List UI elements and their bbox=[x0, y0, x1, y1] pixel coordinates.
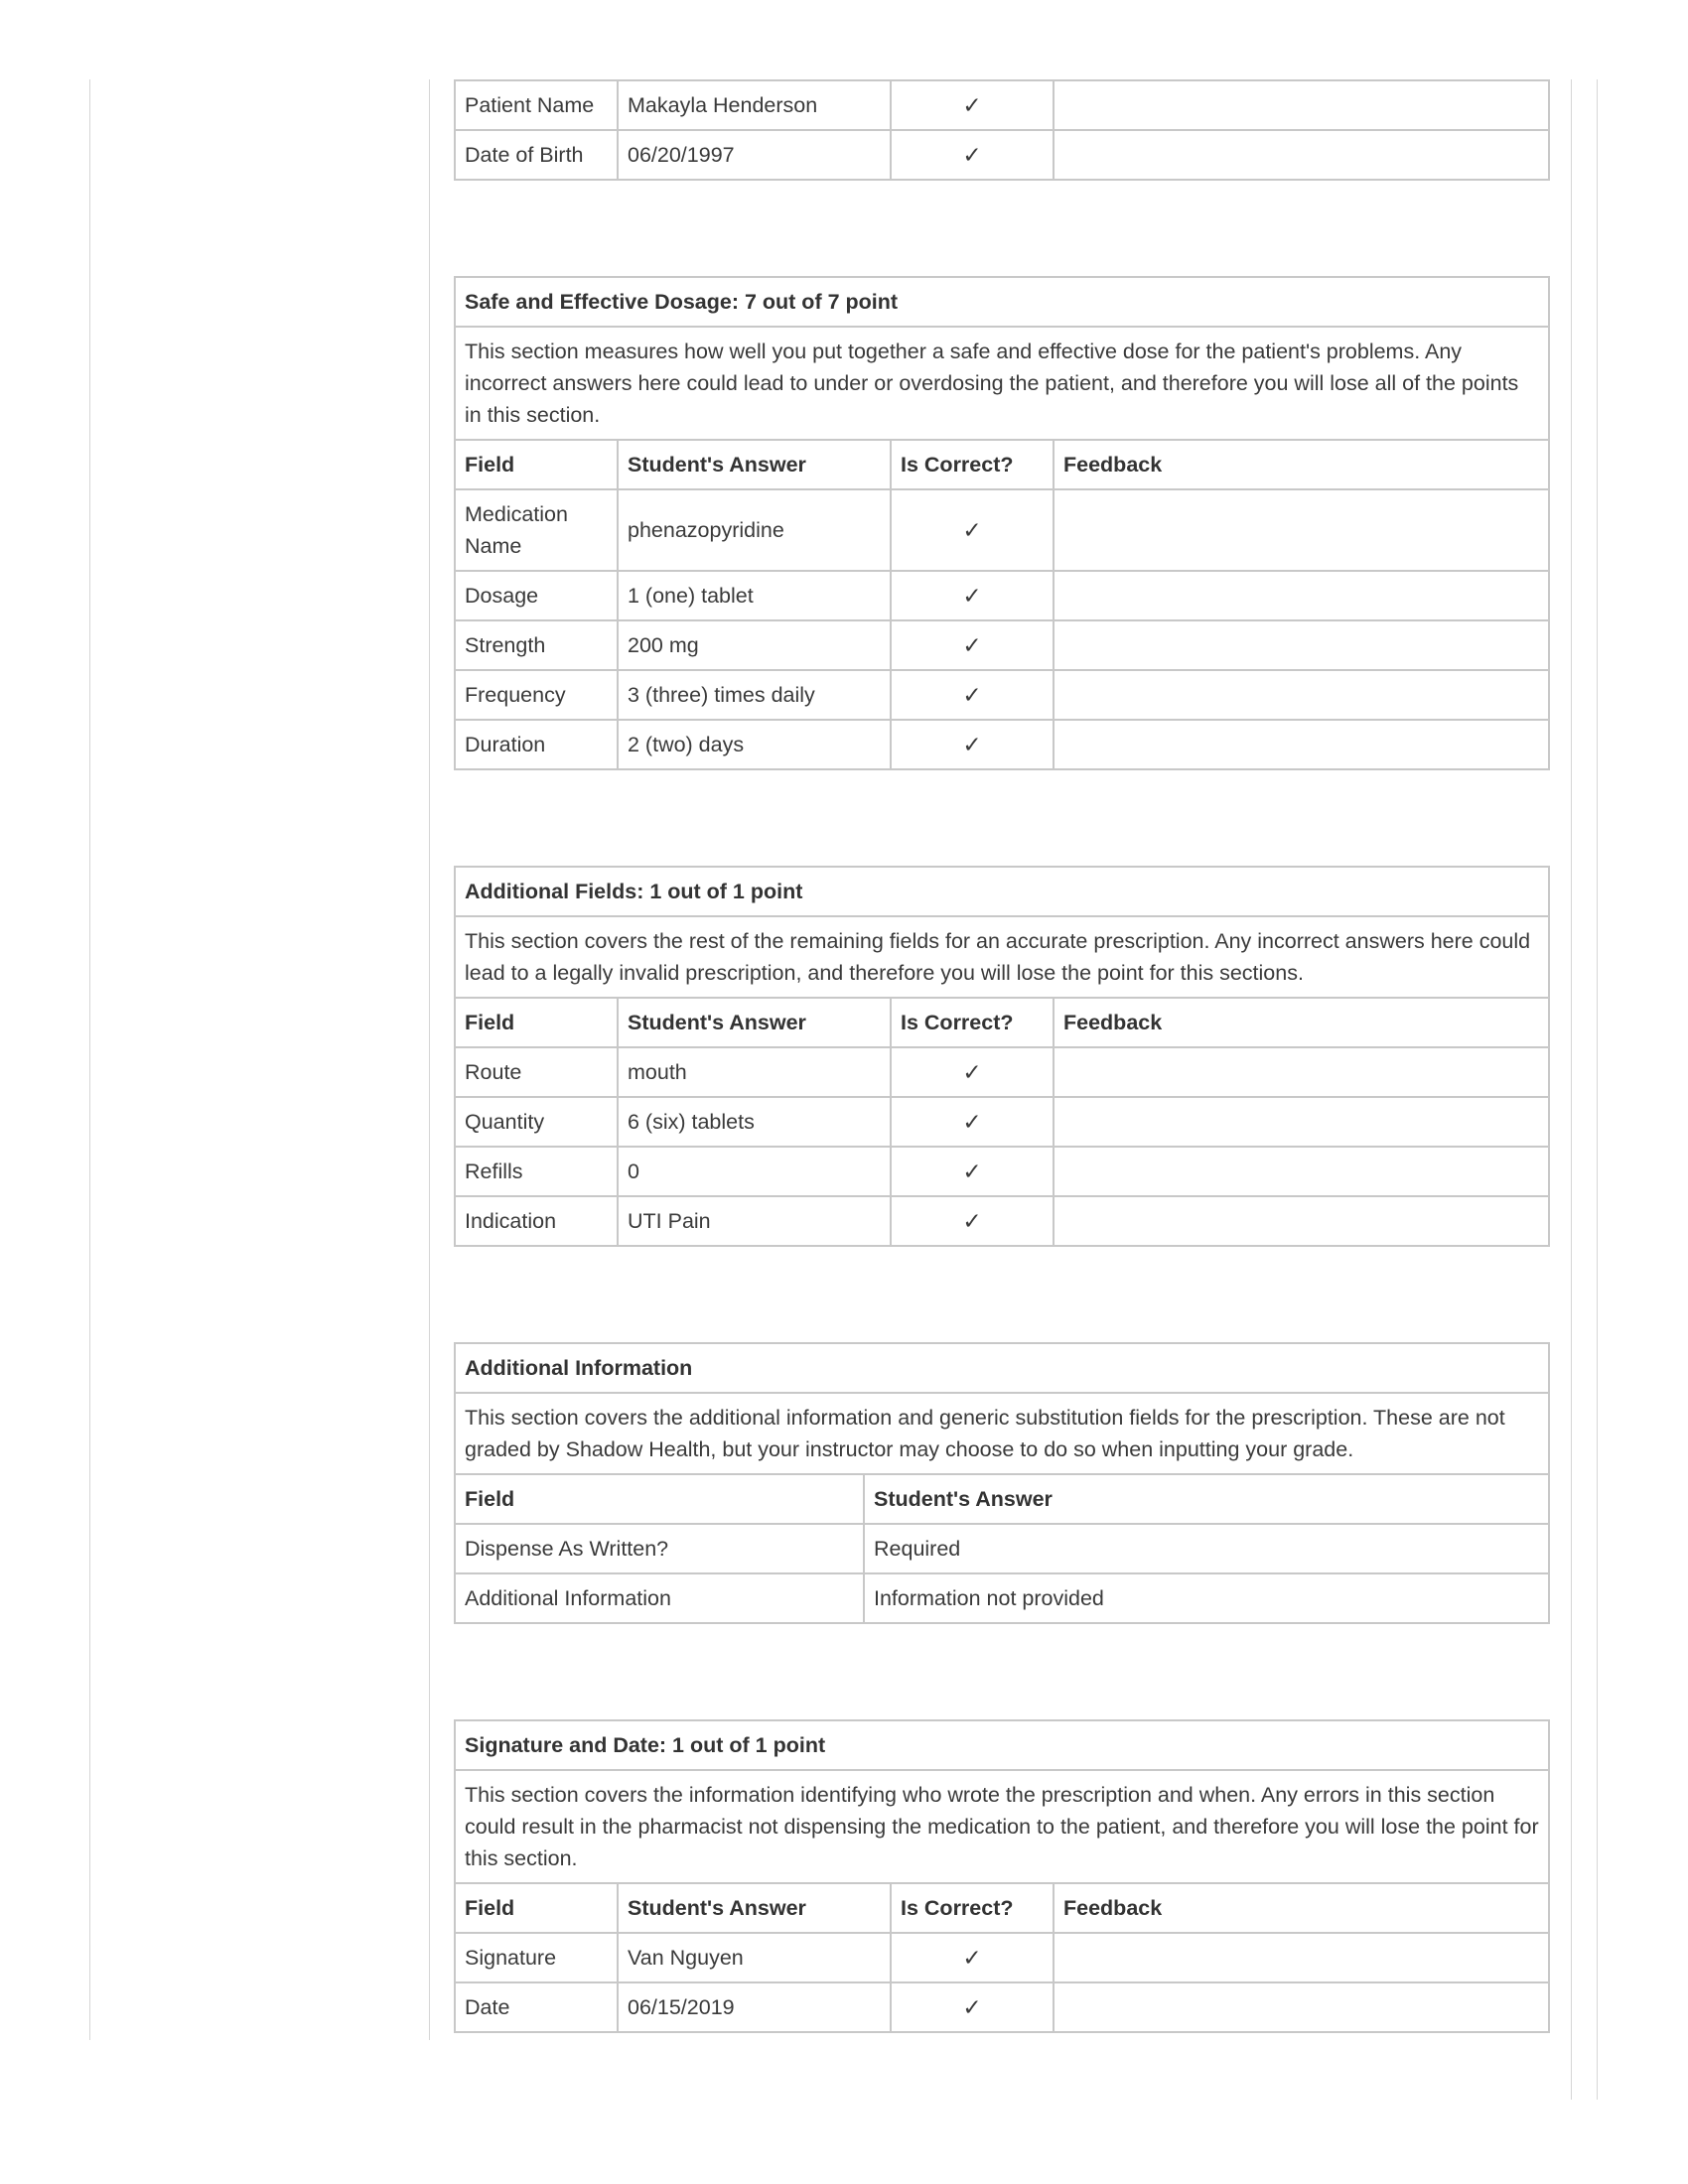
answer-cell: 200 mg bbox=[618, 620, 891, 670]
dosage-section-table bbox=[454, 276, 1550, 770]
answer-cell: Makayla Henderson bbox=[618, 80, 891, 130]
section-description: This section covers the information identifying who wrote the prescription and when. Any errors in this section could result in the pharmacist not dispensing the medication to the patient, and therefore you will lose the point for this section. bbox=[455, 1770, 1549, 1883]
table-row bbox=[455, 1196, 1549, 1246]
feedback-cell bbox=[1054, 720, 1549, 769]
field-cell: Signature bbox=[455, 1933, 618, 1982]
table-row bbox=[455, 1933, 1549, 1982]
answer-cell: Information not provided bbox=[864, 1573, 1549, 1623]
field-cell: Frequency bbox=[455, 670, 618, 720]
table-row bbox=[455, 670, 1549, 720]
grade-report bbox=[454, 79, 1548, 2033]
section-description: This section covers the rest of the remaining fields for an accurate prescription. Any incorrect answers here could lead to a legally invalid prescription, and therefore you will lose the point for this sections. bbox=[455, 916, 1549, 998]
checkmark-icon: ✓ bbox=[891, 1982, 1054, 2032]
header-answer: Student's Answer bbox=[864, 1474, 1549, 1524]
section-title: Signature and Date: 1 out of 1 point bbox=[455, 1720, 1549, 1770]
header-feedback: Feedback bbox=[1054, 440, 1549, 489]
header-answer: Student's Answer bbox=[618, 1883, 891, 1933]
table-row bbox=[455, 620, 1549, 670]
signature-date-table bbox=[454, 1719, 1550, 2033]
table-row bbox=[455, 1097, 1549, 1147]
answer-cell: 06/15/2019 bbox=[618, 1982, 891, 2032]
field-cell: Route bbox=[455, 1047, 618, 1097]
header-row bbox=[455, 1474, 1549, 1524]
answer-cell: 2 (two) days bbox=[618, 720, 891, 769]
checkmark-icon: ✓ bbox=[891, 1196, 1054, 1246]
feedback-cell bbox=[1054, 1933, 1549, 1982]
additional-fields-table bbox=[454, 866, 1550, 1247]
field-cell: Refills bbox=[455, 1147, 618, 1196]
feedback-cell bbox=[1054, 1147, 1549, 1196]
answer-cell: 1 (one) tablet bbox=[618, 571, 891, 620]
table-row bbox=[455, 1982, 1549, 2032]
field-cell: Dosage bbox=[455, 571, 618, 620]
answer-cell: 3 (three) times daily bbox=[618, 670, 891, 720]
table-row bbox=[455, 1147, 1549, 1196]
answer-cell: 6 (six) tablets bbox=[618, 1097, 891, 1147]
table-row bbox=[455, 720, 1549, 769]
feedback-cell bbox=[1054, 620, 1549, 670]
field-cell: Strength bbox=[455, 620, 618, 670]
checkmark-icon: ✓ bbox=[891, 1933, 1054, 1982]
header-row bbox=[455, 998, 1549, 1047]
table-row bbox=[455, 1047, 1549, 1097]
checkmark-icon: ✓ bbox=[891, 489, 1054, 571]
left-margin-rule bbox=[89, 79, 90, 2040]
checkmark-icon: ✓ bbox=[891, 720, 1054, 769]
feedback-cell bbox=[1054, 1982, 1549, 2032]
feedback-cell bbox=[1054, 489, 1549, 571]
table-row bbox=[455, 489, 1549, 571]
checkmark-icon: ✓ bbox=[891, 130, 1054, 180]
header-field: Field bbox=[455, 998, 618, 1047]
field-cell: Date bbox=[455, 1982, 618, 2032]
checkmark-icon: ✓ bbox=[891, 670, 1054, 720]
answer-cell: mouth bbox=[618, 1047, 891, 1097]
table-row bbox=[455, 571, 1549, 620]
table-row bbox=[455, 80, 1549, 130]
feedback-cell bbox=[1054, 1196, 1549, 1246]
table-row bbox=[455, 1524, 1549, 1573]
field-cell: Indication bbox=[455, 1196, 618, 1246]
header-correct: Is Correct? bbox=[891, 1883, 1054, 1933]
header-field: Field bbox=[455, 1474, 864, 1524]
field-cell: Medication Name bbox=[455, 489, 618, 571]
section-title: Additional Fields: 1 out of 1 point bbox=[455, 867, 1549, 916]
content-left-rule bbox=[429, 79, 430, 2040]
field-cell: Dispense As Written? bbox=[455, 1524, 864, 1573]
checkmark-icon: ✓ bbox=[891, 1097, 1054, 1147]
header-correct: Is Correct? bbox=[891, 998, 1054, 1047]
feedback-cell bbox=[1054, 80, 1549, 130]
field-cell: Date of Birth bbox=[455, 130, 618, 180]
header-feedback: Feedback bbox=[1054, 998, 1549, 1047]
patient-info-table bbox=[454, 79, 1550, 181]
checkmark-icon: ✓ bbox=[891, 620, 1054, 670]
header-feedback: Feedback bbox=[1054, 1883, 1549, 1933]
feedback-cell bbox=[1054, 1047, 1549, 1097]
header-field: Field bbox=[455, 440, 618, 489]
feedback-cell bbox=[1054, 1097, 1549, 1147]
answer-cell: 0 bbox=[618, 1147, 891, 1196]
section-description: This section measures how well you put together a safe and effective dose for the patient's problems. Any incorrect answers here could lead to under or overdosing the patient, and therefore you will lose all of the points in this section. bbox=[455, 327, 1549, 440]
table-row bbox=[455, 1573, 1549, 1623]
checkmark-icon: ✓ bbox=[891, 1147, 1054, 1196]
checkmark-icon: ✓ bbox=[891, 571, 1054, 620]
checkmark-icon: ✓ bbox=[891, 80, 1054, 130]
header-answer: Student's Answer bbox=[618, 998, 891, 1047]
answer-cell: Van Nguyen bbox=[618, 1933, 891, 1982]
answer-cell: UTI Pain bbox=[618, 1196, 891, 1246]
field-cell: Duration bbox=[455, 720, 618, 769]
header-answer: Student's Answer bbox=[618, 440, 891, 489]
answer-cell: Required bbox=[864, 1524, 1549, 1573]
answer-cell: 06/20/1997 bbox=[618, 130, 891, 180]
feedback-cell bbox=[1054, 670, 1549, 720]
right-margin-rule bbox=[1571, 79, 1572, 2100]
feedback-cell bbox=[1054, 571, 1549, 620]
field-cell: Additional Information bbox=[455, 1573, 864, 1623]
header-row bbox=[455, 440, 1549, 489]
table-row bbox=[455, 130, 1549, 180]
section-title: Additional Information bbox=[455, 1343, 1549, 1393]
section-title: Safe and Effective Dosage: 7 out of 7 point bbox=[455, 277, 1549, 327]
checkmark-icon: ✓ bbox=[891, 1047, 1054, 1097]
section-description: This section covers the additional information and generic substitution fields for the prescription. These are not graded by Shadow Health, but your instructor may choose to do so when inputting your grade. bbox=[455, 1393, 1549, 1474]
additional-information-table bbox=[454, 1342, 1550, 1624]
field-cell: Patient Name bbox=[455, 80, 618, 130]
header-correct: Is Correct? bbox=[891, 440, 1054, 489]
answer-cell: phenazopyridine bbox=[618, 489, 891, 571]
right-edge-rule bbox=[1597, 79, 1598, 2100]
field-cell: Quantity bbox=[455, 1097, 618, 1147]
header-field: Field bbox=[455, 1883, 618, 1933]
header-row bbox=[455, 1883, 1549, 1933]
feedback-cell bbox=[1054, 130, 1549, 180]
